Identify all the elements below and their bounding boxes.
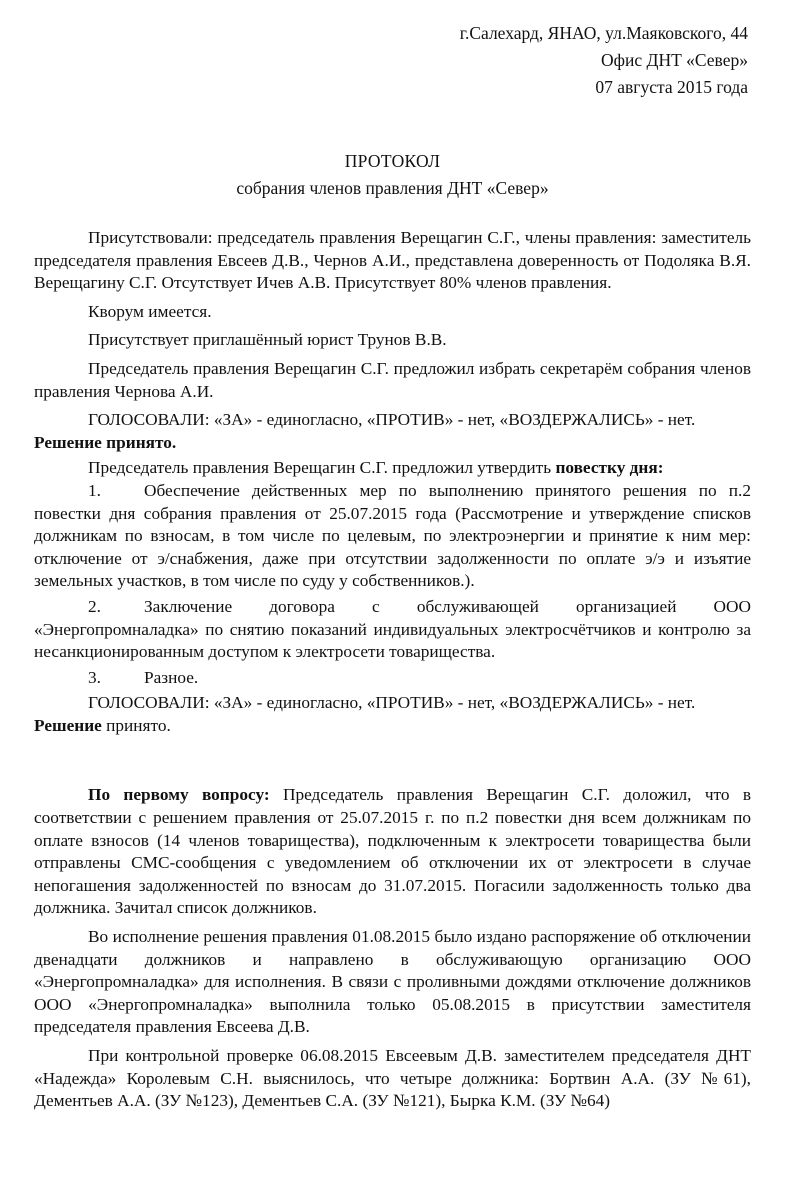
- agenda-item-1-number: 1.: [88, 480, 101, 500]
- paragraph-decision-1: [34, 432, 751, 455]
- paragraph-present: Присутствовали: председатель правления Верещагин С.Г., члены правления: заместитель председателя правления Евсеев Д.В., Чернов А.И., представлена доверенность от Подоляка В.Я. Верещагину С.Г. Отсутствует Ичев А.В. Присутствует 80% членов правления.: [34, 228, 751, 293]
- paragraph-execution: Во исполнение решения правления 01.08.2015 было издано распоряжение об отключении двенадцати должников и направлено в обслуживающую организацию ООО «Энергопромналадка» для исполнения. В связи с проливными дождями отключение должников ООО «Энергопромналадка» выполнила только 05.08.2015 в присутствии заместителя председателя правления Евсеева Д.В.: [34, 927, 751, 1037]
- agenda-item-3-text: Разное.: [144, 667, 199, 687]
- title-block: [0, 148, 785, 202]
- decision-2-bold: Решение: [34, 715, 102, 735]
- agenda-item-1: [34, 480, 751, 593]
- agenda-item-2: [34, 596, 751, 664]
- paragraph-secretary: Председатель правления Верещагин С.Г. предложил избрать секретарём собрания членов правления Чернова А.И.: [34, 358, 751, 401]
- header-address: г.Салехард, ЯНАО, ул.Маяковского, 44: [459, 23, 748, 43]
- paragraph-lawyer: Присутствует приглашённый юрист Трунов В.В.: [88, 330, 447, 350]
- document-subtitle: собрания членов правления ДНТ «Север»: [236, 178, 549, 198]
- decision-2-rest: принято.: [101, 715, 171, 735]
- question-1-text: Председатель правления Верещагин С.Г. доложил, что в соответствии с решением правления от 25.07.2015 г. по п.2 повестки дня всем должникам по оплате взносов (14 членов товарищества), подключенным к электросети товарищества были отправлены СМС-сообщения с уведомлением об отключении их от электросети в случае непогашения задолженностей по взносам до 31.07.2015. Погасили задолженность только два должника. Зачитал список должников.: [34, 785, 751, 918]
- agenda-item-1-text: Обеспечение действенных мер по выполнению принятого решения по п.2 повестки дня собрания правления от 25.07.2015 года (Рассмотрение и утверждение списков должникам по взносам, в том числе по целевым, по электроэнергии и принятие к ним мер: отключение от э/снабжения, даже при отсутствии задолженности по оплате э/э и изъятие земельных участков, в том числе по суду у собственников.).: [34, 480, 751, 591]
- agenda-item-2-number: 2.: [88, 596, 101, 616]
- header-office: Офис ДНТ «Север»: [601, 50, 748, 70]
- paragraph-agenda-intro: [34, 457, 751, 480]
- document-header: [460, 20, 748, 101]
- agenda-item-3: [34, 667, 751, 690]
- paragraph-vote-2: ГОЛОСОВАЛИ: «ЗА» - единогласно, «ПРОТИВ» - нет, «ВОЗДЕРЖАЛИСЬ» - нет.: [88, 693, 696, 713]
- paragraph-quorum: Кворум имеется.: [88, 301, 212, 321]
- paragraph-vote-1: ГОЛОСОВАЛИ: «ЗА» - единогласно, «ПРОТИВ» - нет, «ВОЗДЕРЖАЛИСЬ» - нет.: [88, 410, 696, 430]
- document-body: [34, 227, 751, 1113]
- paragraph-control: При контрольной проверке 06.08.2015 Евсеевым Д.В. заместителем председателя ДНТ «Надежда» Королевым С.Н. выяснилось, что четыре должника: Бортвин А.А. (ЗУ №61), Дементьев А.А. (ЗУ №123), Дементьев С.А. (ЗУ №121), Бырка К.М. (ЗУ №64): [34, 1046, 751, 1111]
- agenda-item-2-text: Заключение договора с обслуживающей организацией ООО «Энергопромналадка» по снятию показаний индивидуальных электросчётчиков и контролю за несанкционированным доступом к электросети товарищества.: [34, 596, 751, 662]
- document-title: ПРОТОКОЛ: [344, 151, 441, 171]
- paragraph-decision-2: [34, 715, 751, 738]
- paragraph-question-1: [34, 784, 751, 920]
- header-date: 07 августа 2015 года: [595, 77, 748, 97]
- agenda-intro-bold: повестку дня:: [555, 458, 664, 478]
- question-1-label: По первому вопросу:: [88, 785, 270, 805]
- agenda-item-3-number: 3.: [88, 667, 101, 687]
- decision-1-text: Решение принято.: [34, 432, 177, 452]
- agenda-intro-text: Председатель правления Верещагин С.Г. предложил утвердить: [88, 458, 556, 478]
